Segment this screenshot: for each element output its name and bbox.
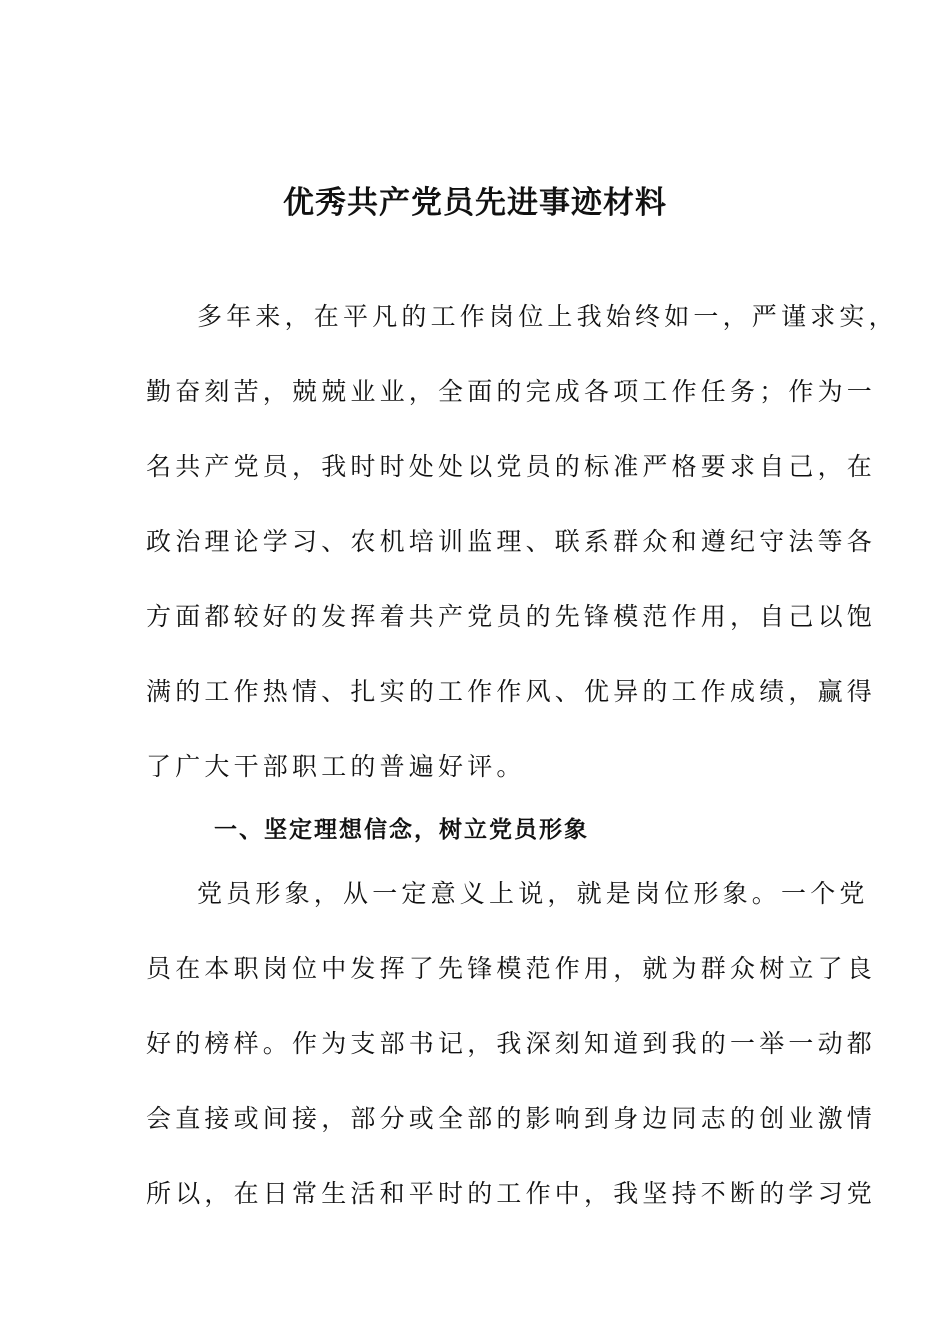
intro-line-1: 多年来，在平凡的工作岗位上我始终如一，严谨求实， [197,302,898,331]
section1-line-4: 会直接或间接，部分或全部的影响到身边同志的创业激情 [146,1104,877,1133]
section1-line-3: 好的榜样。作为支部书记，我深刻知道到我的一举一动都 [146,1029,877,1058]
intro-line-4: 政治理论学习、农机培训监理、联系群众和遵纪守法等各 [146,527,877,556]
section-heading-1: 一、坚定理想信念，树立党员形象 [214,817,589,843]
intro-line-6: 满的工作热情、扎实的工作作风、优异的工作成绩，赢得 [146,677,877,706]
section1-line-2: 员在本职岗位中发挥了先锋模范作用，就为群众树立了良 [146,954,877,983]
intro-line-3: 名共产党员，我时时处处以党员的标准严格要求自己，在 [146,452,877,481]
document-title: 优秀共产党员先进事迹材料 [283,185,667,221]
intro-line-2: 勤奋刻苦，兢兢业业，全面的完成各项工作任务；作为一 [146,377,877,406]
intro-line-7: 了广大干部职工的普遍好评。 [146,752,526,781]
section1-line-5: 所以，在日常生活和平时的工作中，我坚持不断的学习党 [146,1179,877,1208]
section1-line-1: 党员形象，从一定意义上说，就是岗位形象。一个党 [197,879,869,908]
intro-line-5: 方面都较好的发挥着共产党员的先锋模范作用，自己以饱 [146,602,877,631]
